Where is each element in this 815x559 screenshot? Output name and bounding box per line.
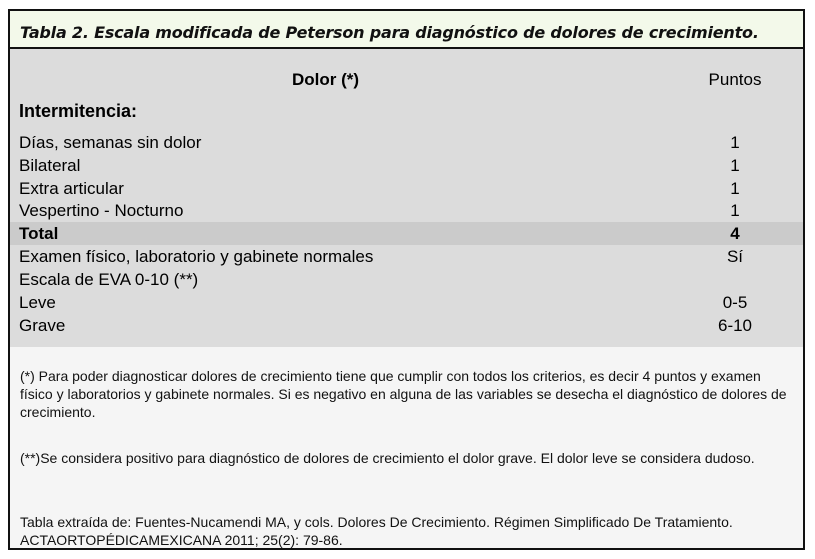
- table-row: [10, 199, 803, 222]
- footnote-eva: (**)Se considera positivo para diagnóstico de dolores de crecimiento el dolor grave. El dolor leve se considera dudoso.: [20, 450, 755, 466]
- table-title-bar: [10, 11, 803, 49]
- section-label-intermitencia: Intermitencia:: [19, 101, 138, 121]
- footnote-criteria: (*) Para poder diagnosticar dolores de crecimiento tiene que cumplir con todos los criterios, es decir 4 puntos y examen físico y laboratorios y gabinete normales. Si es negativo en alguna de las variables se desecha el diagnóstico de dolores de crecimiento.: [20, 368, 787, 420]
- table-row: [10, 154, 803, 177]
- row-points: Sí: [726, 247, 744, 266]
- table-frame: [8, 9, 805, 550]
- table-body: [10, 49, 803, 347]
- row-label: Examen físico, laboratorio y gabinete normales: [19, 247, 374, 266]
- footnote-source: Tabla extraída de: Fuentes-Nucamendi MA, y cols. Dolores De Crecimiento. Régimen Simplificado De Tratamiento. ACTAORTOPÉDICAMEXICANA 2011; 25(2): 79-86.: [20, 514, 733, 548]
- row-points: 1: [730, 156, 740, 175]
- table-row: [10, 268, 803, 291]
- row-label: Bilateral: [19, 156, 81, 175]
- column-header-dolor: Dolor (*): [292, 70, 360, 89]
- row-label: Grave: [19, 316, 66, 335]
- table-row: [10, 245, 803, 268]
- table-row: [10, 291, 803, 314]
- row-label: Total: [19, 224, 59, 243]
- row-points: 1: [730, 133, 740, 152]
- table-row: [10, 314, 803, 337]
- table-row: [10, 131, 803, 154]
- row-points: 1: [730, 179, 740, 198]
- row-points: 6-10: [717, 316, 753, 335]
- column-header-puntos: Puntos: [708, 70, 762, 89]
- row-label: Escala de EVA 0-10 (**): [19, 270, 199, 289]
- table-row-total: [10, 222, 803, 245]
- table-title: Tabla 2. Escala modificada de Peterson para diagnóstico de dolores de crecimiento.: [20, 23, 759, 42]
- row-points: 4: [730, 224, 740, 243]
- row-label: Extra articular: [19, 179, 124, 198]
- row-label: Días, semanas sin dolor: [19, 133, 202, 152]
- row-points: 0-5: [722, 293, 748, 312]
- row-label: Vespertino - Nocturno: [19, 201, 184, 220]
- row-points: 1: [730, 201, 740, 220]
- row-label: Leve: [19, 293, 56, 312]
- table-row: [10, 177, 803, 200]
- table-footnotes: [10, 347, 803, 550]
